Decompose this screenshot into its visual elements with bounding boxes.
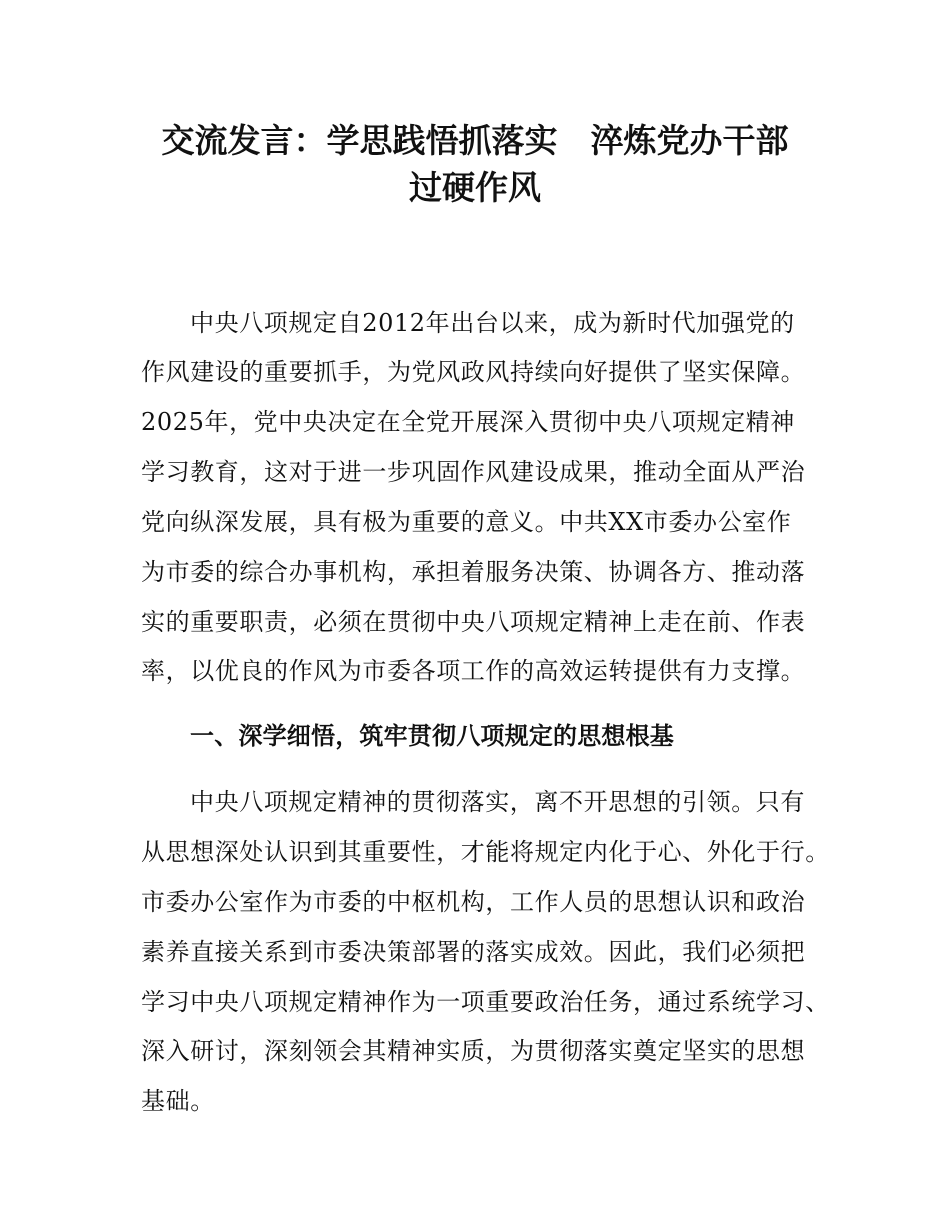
paragraph-1-line-8: 率，以优良的作风为市委各项工作的高效运转提供有力支撑。 (141, 657, 806, 685)
paragraph-1-line-6: 为市委的综合办事机构，承担着服务决策、协调各方、推动落 (141, 558, 806, 586)
paragraph-1-line-3: 2025年，党中央决定在全党开展深入贯彻中央八项规定精神 (141, 408, 795, 436)
paragraph-2-line-6: 深入研讨，深刻领会其精神实质，为贯彻落实奠定坚实的思想 (141, 1037, 806, 1065)
section-1-heading: 一、深学细悟，筑牢贯彻八项规定的思想根基 (190, 722, 674, 750)
paragraph-1-line-2: 作风建设的重要抓手，为党风政风持续向好提供了坚实保障。 (141, 358, 806, 386)
paragraph-1-line-4: 学习教育，这对于进一步巩固作风建设成果，推动全面从严治 (141, 458, 806, 486)
document-title-line-2: 过硬作风 (409, 168, 541, 207)
paragraph-2-line-7: 基础。 (141, 1087, 215, 1115)
paragraph-2-line-3: 市委办公室作为市委的中枢机构，工作人员的思想认识和政治 (141, 888, 806, 916)
paragraph-2-line-4: 素养直接关系到市委决策部署的落实成效。因此，我们必须把 (141, 938, 806, 966)
paragraph-2-line-1: 中央八项规定精神的贯彻落实，离不开思想的引领。只有 (190, 788, 805, 816)
paragraph-2-line-5: 学习中央八项规定精神作为一项重要政治任务，通过系统学习、 (141, 988, 830, 1016)
paragraph-1-line-5: 党向纵深发展，具有极为重要的意义。中共XX市委办公室作 (141, 508, 792, 536)
paragraph-2-line-2: 从思想深处认识到其重要性，才能将规定内化于心、外化于行。 (141, 838, 830, 866)
paragraph-1-line-7: 实的重要职责，必须在贯彻中央八项规定精神上走在前、作表 (141, 608, 806, 636)
document-title-line-1: 交流发言：学思践悟抓落实 淬炼党办干部 (161, 121, 789, 160)
paragraph-1-line-1: 中央八项规定自2012年出台以来，成为新时代加强党的 (190, 309, 795, 337)
